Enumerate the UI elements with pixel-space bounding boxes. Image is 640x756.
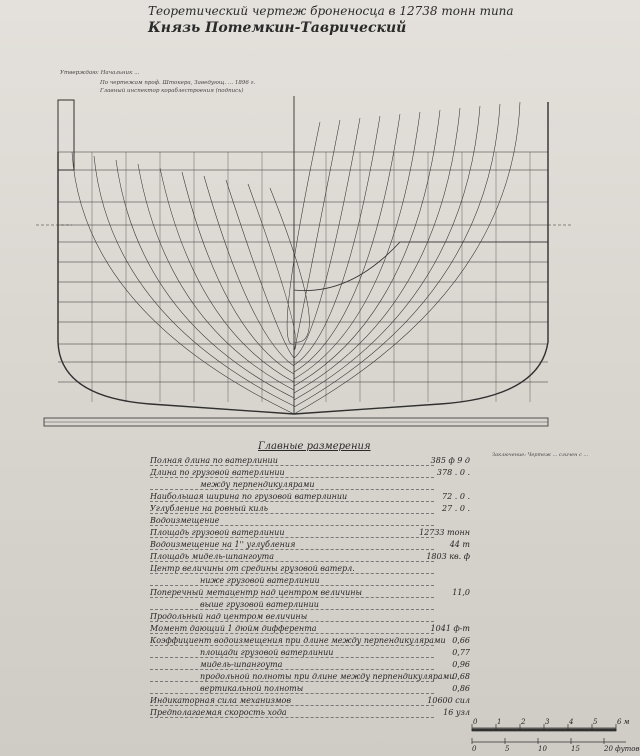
particular-label: Предполагаемая скорость хода: [150, 708, 287, 717]
particular-label: площади грузовой ватерлинии: [200, 648, 334, 657]
particular-row: [150, 480, 470, 492]
particular-value: 12733 тонн: [419, 528, 470, 537]
particular-row: [150, 648, 470, 660]
particular-label: Продольный над центром величины: [150, 612, 308, 621]
particular-value: 44 т: [449, 540, 470, 549]
particular-row: [150, 576, 470, 588]
leader-dots: [150, 585, 434, 586]
drawing-title: Теоретический чертеж броненосца в 12738 тонн типа: [148, 4, 514, 18]
particular-label: вертикальной полноты: [200, 684, 304, 693]
section-title: Главные размерения: [258, 441, 371, 452]
particular-row: [150, 552, 470, 564]
leader-dots: [150, 597, 434, 598]
waterline-grid: [58, 152, 548, 382]
particular-label: Площадь грузовой ватерлинии: [150, 528, 285, 537]
scale-tick-label: 5: [593, 718, 598, 726]
leader-dots: [150, 681, 434, 682]
fore-frame-lines: [287, 102, 548, 414]
leader-dots: [150, 501, 434, 502]
buttock-grid: [92, 152, 530, 402]
leader-dots: [150, 489, 434, 490]
approval-note-line: По чертежам проф. Штокера, Заведующ. ... 1896 г.: [100, 80, 256, 86]
particular-label: мидель-шпангоута: [200, 660, 283, 669]
particular-value: 10600 сил: [427, 696, 470, 705]
leader-dots: [150, 561, 434, 562]
leader-dots: [150, 465, 434, 466]
particular-label: продольной полноты при длине между перпендикулярами: [200, 672, 455, 681]
particular-label: Углубление на ровный киль: [150, 504, 269, 513]
particular-label: Водоизмещение на 1'' углубления: [150, 540, 296, 549]
particular-value: 0,68: [452, 672, 470, 681]
particular-label: Поперечный метацентр над центром величины: [150, 588, 363, 597]
leader-dots: [150, 525, 434, 526]
particular-row: [150, 612, 470, 624]
scale-tick-label: 0: [473, 718, 478, 726]
leader-dots: [150, 573, 434, 574]
leader-dots: [150, 717, 434, 718]
particular-row: [150, 672, 470, 684]
scale-tick-label: 1: [497, 718, 502, 726]
particular-label: Центр величины от средины грузовой ватерл.: [150, 564, 355, 573]
scale-tick-label: 6 м: [617, 718, 630, 726]
leader-dots: [150, 645, 434, 646]
particular-label: Водоизмещение: [150, 516, 220, 525]
stern-post: [58, 100, 74, 170]
leader-dots: [150, 633, 434, 634]
particular-label: между перпендикулярами: [200, 480, 315, 489]
particular-label: Длина по грузовой ватерлинии: [150, 468, 285, 477]
particular-value: 1041 ф-т: [430, 624, 470, 633]
particular-row: [150, 636, 470, 648]
particular-row: [150, 504, 470, 516]
particular-label: Площадь мидель-шпангоута: [150, 552, 274, 561]
particular-row: [150, 588, 470, 600]
particular-value: 378 . 0 .: [436, 468, 470, 477]
scale-tick-label: 20 футов: [604, 745, 640, 753]
leader-dots: [150, 705, 434, 706]
particular-value: 16 узл: [443, 708, 470, 717]
particular-row: [150, 540, 470, 552]
leader-dots: [150, 513, 434, 514]
particular-row: [150, 468, 470, 480]
aft-frame-lines: [72, 152, 309, 414]
particular-row: [150, 600, 470, 612]
scale-bar: [466, 716, 640, 753]
scale-tick-label: 0: [472, 745, 477, 753]
particular-label: Коэффициент водоизмещения при длине между перпендикулярами: [150, 636, 446, 645]
particular-label: Индикаторная сила механизмов: [150, 696, 291, 705]
approval-note-line: Главный инспектор кораблестроения (подпись): [100, 88, 244, 94]
scale-tick-label: 4: [569, 718, 574, 726]
particular-row: [150, 708, 470, 720]
leader-dots: [150, 693, 434, 694]
conclusion-note: Заключение: Чертеж ... сличен с ...: [492, 452, 589, 458]
particular-value: 11,0: [452, 588, 470, 597]
particular-value: 0,86: [452, 684, 470, 693]
particular-row: [150, 516, 470, 528]
body-plan-drawing: [0, 92, 640, 442]
scale-tick-label: 10: [538, 745, 547, 753]
leader-dots: [150, 549, 434, 550]
scale-tick-label: 15: [571, 745, 580, 753]
leader-dots: [150, 669, 434, 670]
leader-dots: [150, 657, 434, 658]
particular-label: выше грузовой ватерлинии: [200, 600, 319, 609]
leader-dots: [150, 477, 434, 478]
particular-row: [150, 564, 470, 576]
particular-value: 0,66: [452, 636, 470, 645]
particular-row: [150, 660, 470, 672]
particular-value: 72 . 0 .: [442, 492, 470, 501]
particular-label: Момент дающий 1 дюйм дифферента: [150, 624, 317, 633]
particular-label: Наибольшая ширина по грузовой ватерлинии: [150, 492, 348, 501]
particular-label: ниже грузовой ватерлинии: [200, 576, 320, 585]
approval-note: Утверждаю: Начальник ...: [60, 70, 140, 76]
leader-dots: [150, 537, 434, 538]
ship-name: Князь Потемкин-Таврический: [148, 20, 407, 36]
particular-row: [150, 456, 470, 468]
particular-value: 0,77: [452, 648, 470, 657]
scale-tick-label: 5: [505, 745, 510, 753]
particular-label: Полная длина по ватерлинии: [150, 456, 278, 465]
particular-value: 385 ф 9 д: [430, 456, 470, 465]
particular-value: 1803 кв. ф: [426, 552, 470, 561]
particular-value: 27 . 0 .: [442, 504, 470, 513]
particular-row: [150, 624, 470, 636]
leader-dots: [150, 609, 434, 610]
leader-dots: [150, 621, 434, 622]
scale-tick-label: 2: [521, 718, 526, 726]
particular-row: [150, 492, 470, 504]
particular-value: 0,96: [452, 660, 470, 669]
scale-tick-label: 3: [545, 718, 550, 726]
particular-row: [150, 684, 470, 696]
particular-row: [150, 528, 470, 540]
particular-row: [150, 696, 470, 708]
